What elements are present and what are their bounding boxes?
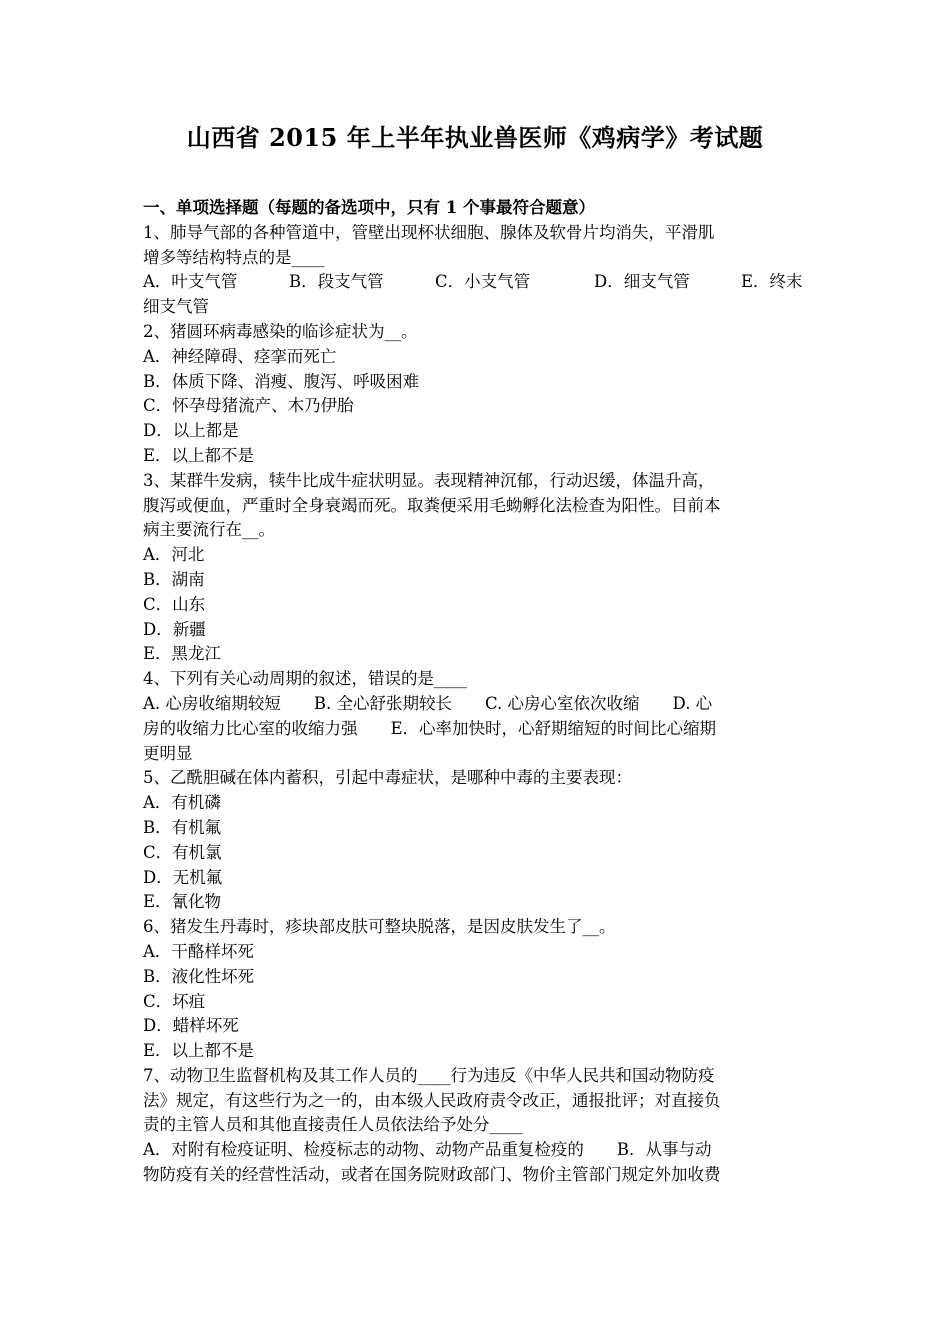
question-5-option-d: D．无机氟 — [143, 867, 223, 887]
question-7-options-line-1: A．对附有检疫证明、检疫标志的动物、动物产品重复检疫的 B．从事与动 — [143, 1140, 712, 1160]
question-3-option-b: B．湖南 — [143, 569, 205, 589]
question-4-options-line-3: 更明显 — [143, 743, 193, 763]
question-1-option-e-continued: 细支气管 — [143, 297, 209, 317]
question-6-text: 6、猪发生丹毒时，疹块部皮肤可整块脱落，是因皮肤发生了__。 — [143, 917, 616, 937]
question-6-option-a: A．干酪样坏死 — [143, 941, 254, 961]
document-title: 山西省 2015 年上半年执业兽医师《鸡病学》考试题 — [186, 123, 764, 152]
question-1-option-a: A．叶支气管 — [143, 272, 238, 292]
question-3-text-line-1: 3、某群牛发病，犊牛比成牛症状明显。表现精神沉郁，行动迟缓，体温升高， — [143, 470, 715, 490]
question-7-text-line-3: 责的主管人员和其他直接责任人员依法给予处分____ — [143, 1115, 523, 1135]
question-3-option-c: C．山东 — [143, 594, 206, 614]
question-3-text-line-2: 腹泻或便血，严重时全身衰竭而死。取粪便采用毛蚴孵化法检查为阳性。目前本 — [143, 495, 721, 515]
question-5-option-a: A．有机磷 — [143, 793, 221, 813]
question-2-option-a: A．神经障碍、痉挛而死亡 — [143, 346, 337, 366]
question-3-text-line-3: 病主要流行在__。 — [143, 520, 275, 540]
question-3-option-a: A．河北 — [143, 545, 205, 565]
question-4-options-line-2: 房的收缩力比心室的收缩力强 E．心率加快时，心舒期缩短的时间比心缩期 — [143, 718, 717, 738]
exam-content — [143, 196, 811, 1188]
question-6-option-c: C．坏疽 — [143, 991, 206, 1011]
section-heading: 一、单项选择题（每题的备选项中，只有 1 个事最符合题意） — [143, 198, 595, 217]
question-2-option-d: D．以上都是 — [143, 421, 239, 441]
question-5-option-e: E．氰化物 — [143, 892, 222, 912]
question-3-option-e: E．黑龙江 — [143, 644, 222, 664]
question-5-option-c: C．有机氯 — [143, 842, 222, 862]
question-1-text-line-2: 增多等结构特点的是____ — [143, 247, 325, 267]
question-5-option-b: B．有机氟 — [143, 817, 222, 837]
question-2-option-c: C．怀孕母猪流产、木乃伊胎 — [143, 396, 354, 416]
question-6-option-e: E．以上都不是 — [143, 1041, 255, 1061]
question-3-option-d: D．新疆 — [143, 619, 206, 639]
question-1-text-line-1: 1、肺导气部的各种管道中，管壁出现杯状细胞、腺体及软骨片均消失，平滑肌 — [143, 222, 715, 242]
question-5-text: 5、乙酰胆碱在体内蓄积，引起中毒症状，是哪种中毒的主要表现： — [143, 768, 632, 788]
question-7-text-line-1: 7、动物卫生监督机构及其工作人员的____行为违反《中华人民共和国动物防疫 — [143, 1065, 715, 1085]
question-1-option-d: D．细支气管 — [594, 272, 690, 292]
question-4-options-line-1: A. 心房收缩期较短 B. 全心舒张期较长 C. 心房心室依次收缩 D. 心 — [143, 693, 713, 713]
question-7-options-line-2: 物防疫有关的经营性活动，或者在国务院财政部门、物价主管部门规定外加收费 — [143, 1165, 721, 1185]
question-2-text: 2、猪圆环病毒感染的临诊症状为__。 — [143, 321, 418, 341]
question-6-option-d: D．蜡样坏死 — [143, 1016, 239, 1036]
question-1-options — [143, 270, 811, 295]
question-1-option-b: B．段支气管 — [289, 272, 384, 292]
question-2-option-b: B．体质下降、消瘦、腹泻、呼吸困难 — [143, 371, 420, 391]
question-4-text: 4、下列有关心动周期的叙述，错误的是____ — [143, 669, 467, 689]
question-6-option-b: B．液化性坏死 — [143, 966, 255, 986]
question-7-text-line-2: 法》规定，有这些行为之一的，由本级人民政府责令改正，通报批评；对直接负 — [143, 1090, 721, 1110]
question-1-option-c: C．小支气管 — [435, 272, 531, 292]
question-2-option-e: E．以上都不是 — [143, 445, 255, 465]
question-1-option-e: E．终末 — [741, 272, 803, 292]
